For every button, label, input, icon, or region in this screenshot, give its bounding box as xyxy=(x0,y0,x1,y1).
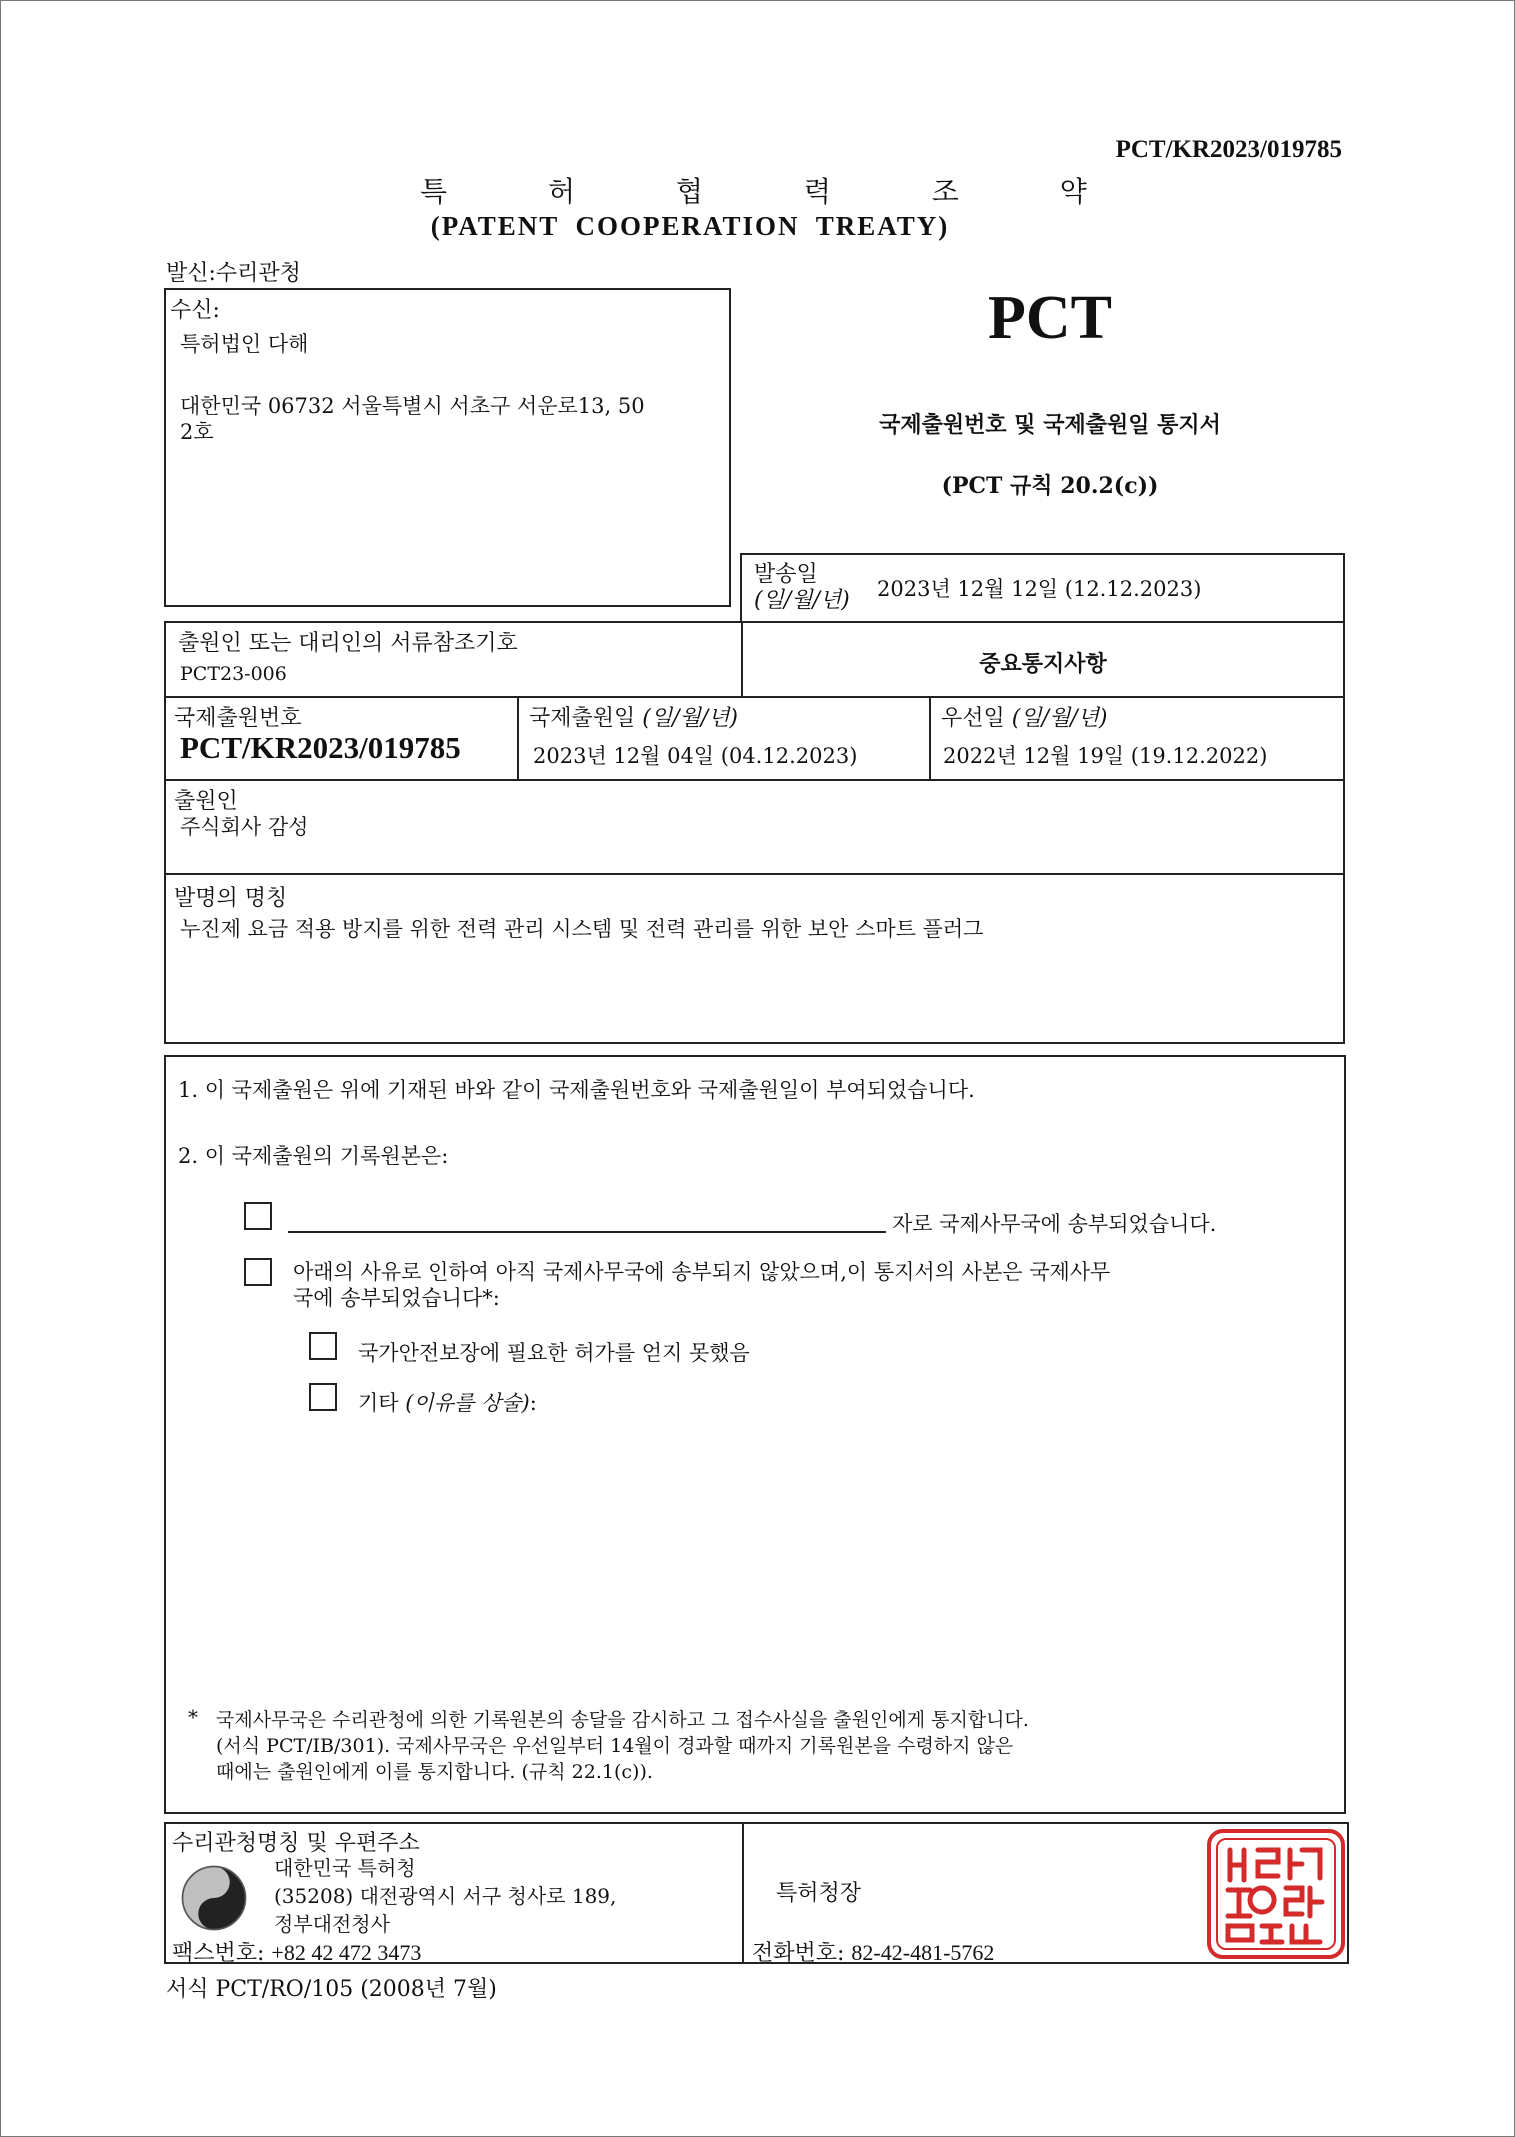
form-identifier: 서식 PCT/RO/105 (2008년 7월) xyxy=(166,1977,497,2002)
footnote-line2: (서식 PCT/IB/301). 국제사무국은 우선일부터 14월이 경과할 때까지 기록원본을 수령하지 않은 xyxy=(216,1735,1014,1757)
priority-date-box xyxy=(929,696,1345,781)
reference-label: 출원인 또는 대리인의 서류참조기호 xyxy=(178,631,518,656)
footnote-line1: 국제사무국은 수리관청에 의한 기록원본의 송달을 감시하고 그 접수사실을 출원인에게 통지합니다. xyxy=(216,1709,1029,1731)
pct-title: PCT xyxy=(988,284,1112,352)
notice-title: 국제출원번호 및 국제출원일 통지서 xyxy=(879,412,1221,438)
option-transmitted-text: 자로 국제사무국에 송부되었습니다. xyxy=(892,1212,1217,1236)
invention-box xyxy=(164,873,1345,1044)
recipient-box xyxy=(164,288,731,607)
intl-filing-date-label-text: 국제출원일 xyxy=(529,706,636,731)
invention-value: 누진제 요금 적용 방지를 위한 전력 관리 시스템 및 전력 관리를 위한 보안 스마트 플러그 xyxy=(180,917,984,941)
mailing-date-box xyxy=(740,553,1345,623)
important-notice: 중요통지사항 xyxy=(979,651,1107,677)
priority-date-label-sub: (일/월/년) xyxy=(1011,706,1108,731)
option-not-transmitted-line2: 국에 송부되었습니다*: xyxy=(293,1286,500,1310)
mailing-date-label-sub: (일/월/년) xyxy=(754,588,850,613)
office-info-box xyxy=(164,1822,744,1964)
reference-value: PCT23-006 xyxy=(180,663,287,685)
reason-security-checkbox[interactable] xyxy=(309,1332,337,1360)
option-not-transmitted-checkbox[interactable] xyxy=(244,1258,272,1286)
intl-app-number-box xyxy=(164,696,519,781)
reason-security-text: 국가안전보장에 필요한 허가를 얻지 못했음 xyxy=(358,1341,750,1365)
priority-date-label-text: 우선일 xyxy=(941,706,1005,731)
transmitted-date-line xyxy=(288,1231,886,1233)
office-label: 수리관청명칭 및 우편주소 xyxy=(172,1831,420,1856)
office-address-line1: (35208) 대전광역시 서구 청사로 189, xyxy=(274,1884,617,1908)
reason-other-text xyxy=(358,1387,537,1417)
recipient-name: 특허법인 다해 xyxy=(180,332,309,356)
fax-number: +82 42 472 3473 xyxy=(271,1940,422,1965)
office-name: 대한민국 특허청 xyxy=(274,1856,416,1880)
priority-date-label xyxy=(941,701,1108,732)
intl-app-number-value: PCT/KR2023/019785 xyxy=(180,730,461,765)
applicant-label: 출원인 xyxy=(174,789,238,814)
treaty-title-korean: 특 허 협 력 조 약 xyxy=(420,175,1133,208)
reason-other-checkbox[interactable] xyxy=(309,1383,337,1411)
applicant-value: 주식회사 감성 xyxy=(180,815,309,839)
treaty-title-english: (PATENT COOPERATION TREATY) xyxy=(430,211,950,241)
sender-label: 발신:수리관청 xyxy=(166,261,301,286)
notice-body-box xyxy=(164,1055,1346,1814)
mailing-date-label: 발송일 xyxy=(754,562,818,587)
important-notice-box xyxy=(741,621,1345,698)
option-transmitted-checkbox[interactable] xyxy=(244,1202,272,1230)
phone-number: 82-42-481-5762 xyxy=(851,1940,995,1965)
recipient-address-line2: 2호 xyxy=(180,420,214,444)
priority-date-value: 2022년 12월 19일 (19.12.2022) xyxy=(943,744,1268,768)
phone-label: 전화번호: xyxy=(752,1941,845,1966)
document-number: PCT/KR2023/019785 xyxy=(1115,136,1342,163)
fax-label: 팩스번호: xyxy=(172,1941,265,1966)
recipient-address-line1: 대한민국 06732 서울특별시 서초구 서운로13, 50 xyxy=(180,394,645,418)
korean-government-logo-icon xyxy=(178,1862,250,1934)
option-not-transmitted-line1: 아래의 사유로 인하여 아직 국제사무국에 송부되지 않았으며,이 통지서의 사본은 국제사무 xyxy=(293,1260,1111,1284)
official-seal-icon xyxy=(1206,1828,1346,1960)
rule-reference: (PCT 규칙 20.2(c)) xyxy=(941,473,1159,499)
intl-filing-date-label xyxy=(529,701,738,732)
body-item-1: 1. 이 국제출원은 위에 기재된 바와 같이 국제출원번호와 국제출원일이 부여되었습니다. xyxy=(178,1078,975,1102)
fax-row xyxy=(172,1936,421,1967)
invention-label: 발명의 명칭 xyxy=(174,886,288,911)
reason-other-italic: (이유를 상술) xyxy=(405,1391,530,1415)
recipient-label: 수신: xyxy=(170,298,220,323)
reason-other-colon: : xyxy=(529,1391,537,1415)
office-address-line2: 정부대전청사 xyxy=(274,1912,390,1936)
reason-other-label: 기타 xyxy=(358,1391,406,1415)
intl-app-number-label: 국제출원번호 xyxy=(174,706,302,731)
body-item-2: 2. 이 국제출원의 기록원본은: xyxy=(178,1144,449,1168)
applicant-box xyxy=(164,779,1345,875)
mailing-date-value: 2023년 12월 12일 (12.12.2023) xyxy=(877,577,1202,601)
footnote-star: * xyxy=(188,1705,198,1729)
reference-box xyxy=(164,621,743,698)
intl-filing-date-value: 2023년 12월 04일 (04.12.2023) xyxy=(533,744,858,768)
footnote-line3: 때에는 출원인에게 이를 통지합니다. (규칙 22.1(c)). xyxy=(216,1761,653,1783)
intl-filing-date-box xyxy=(517,696,931,781)
phone-row xyxy=(752,1936,994,1967)
officer-title: 특허청장 xyxy=(776,1881,862,1906)
intl-filing-date-label-sub: (일/월/년) xyxy=(642,706,739,731)
officer-box xyxy=(742,1822,1349,1964)
